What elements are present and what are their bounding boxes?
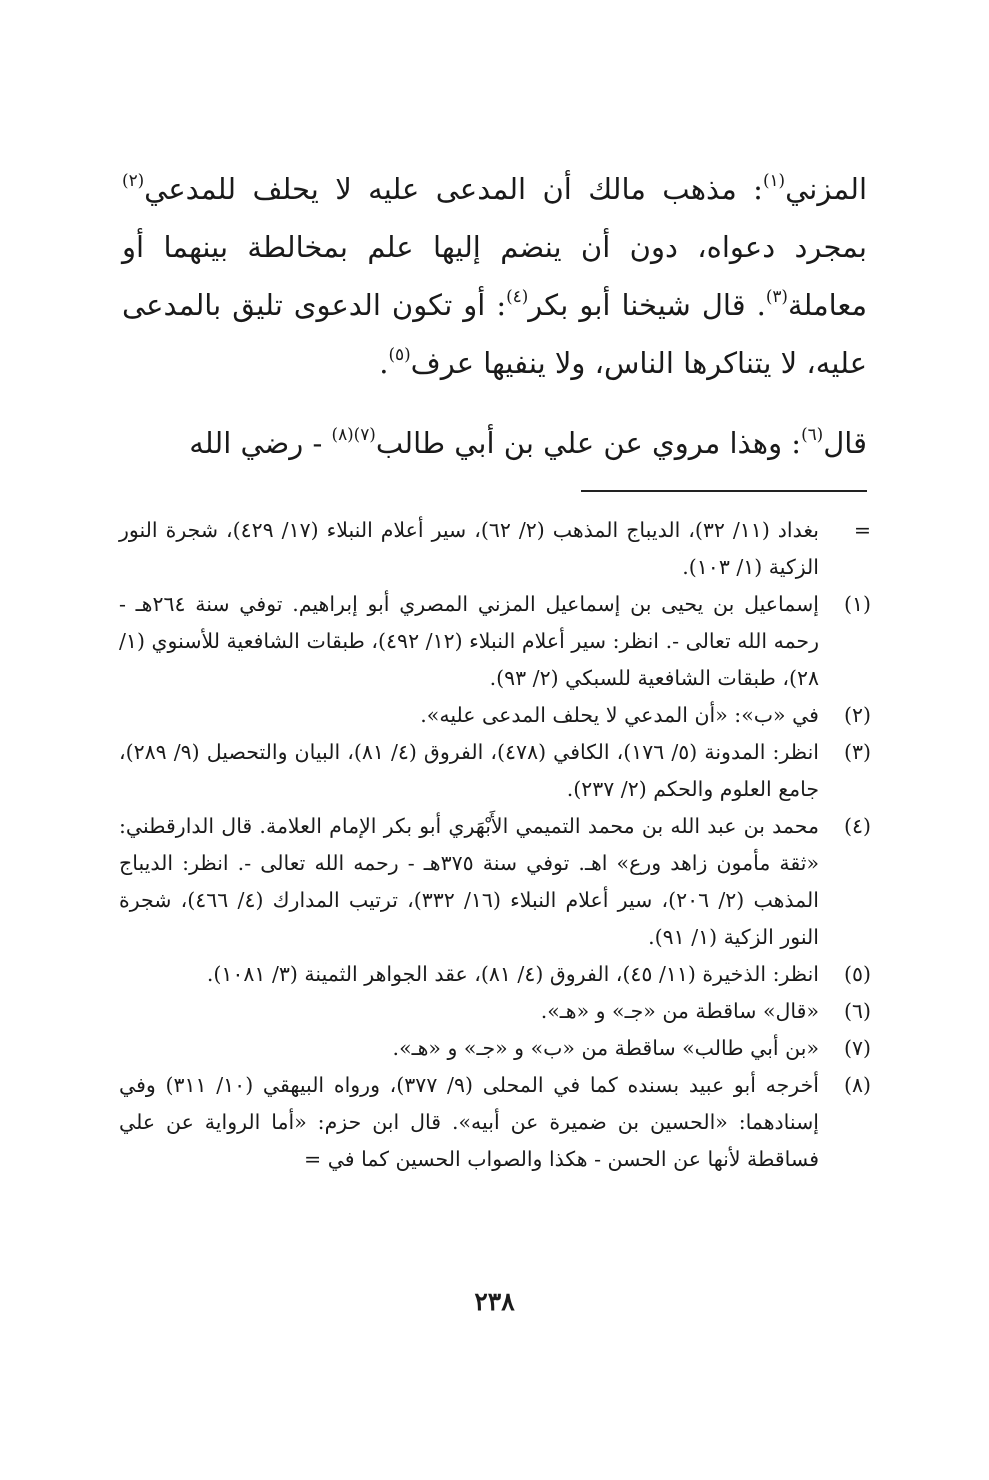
footnote-ref-7-8[interactable]: (٧)(٨) [331,423,376,444]
footnote-text: بغداد (١١/ ٣٢)، الديباج المذهب (٢/ ٦٢)، سير أعلام النبلاء (١٧/ ٤٢٩)، شجرة النور الزكية (١/ ١٠٣). [119,518,819,579]
footnote-continued [119,512,871,586]
footnote-text: أخرجه أبو عبيد بسنده كما في المحلى (٩/ ٣٧٧)، ورواه البيهقي (١٠/ ٣١١) وفي إسنادهما: «الحسين بن ضميرة عن أبيه». قال ابن حزم: «أما الرواية عن علي فساقطة لأنها عن الحسن - هكذا والصواب الحسين كما في = [119,1073,819,1171]
text-run: المزني [785,172,867,206]
footnote-ref-2[interactable]: (٢) [122,169,145,190]
footnote-ref-4[interactable]: (٤) [506,285,529,306]
main-text [122,160,867,472]
footnote-7 [119,1030,871,1067]
footnote-3 [119,734,871,808]
footnote-ref-3[interactable]: (٣) [765,285,788,306]
footnote-text: محمد بن عبد الله بن محمد التميمي الأَبْهَري أبو بكر الإمام العلامة. قال الدارقطني: «ثقة مأمون زاهد ورع» اهـ. توفي سنة ٣٧٥هـ - رحمه الله تعالى -. انظر: الديباج المذهب (٢/ ٢٠٦)، سير أعلام النبلاء (١٦/ ٣٣٢)، ترتيب المدارك (٤/ ٤٦٦)، شجرة النور الزكية (١/ ٩١). [119,814,819,949]
footnote-separator [581,490,867,492]
footnote-4 [119,808,871,956]
footnote-number: = [853,518,871,542]
footnote-number: (٣) [843,740,871,764]
footnote-number: (٤) [843,814,871,838]
footnote-text: في «ب»: «أن المدعي لا يحلف المدعى عليه». [420,703,819,727]
footnote-8 [119,1067,871,1178]
footnote-number: (٢) [843,703,871,727]
footnote-ref-6[interactable]: (٦) [801,423,824,444]
footnote-number: (١) [843,592,871,616]
main-paragraph-2 [122,414,867,472]
text-run: : وهذا مروي عن علي بن أبي طالب [375,426,802,460]
text-run: بمجرد دعواه، دون أن ينضم إليها علم بمخالطة بينهما أو معاملة [122,230,868,322]
footnote-6 [119,993,871,1030]
footnote-ref-1[interactable]: (١) [762,169,786,190]
text-run: - رضي الله [189,426,332,460]
footnote-number: (٥) [843,962,871,986]
footnote-number: (٨) [843,1073,871,1097]
footnote-text: انظر: الذخيرة (١١/ ٤٥)، الفروق (٤/ ٨١)، عقد الجواهر الثمينة (٣/ ١٠٨١). [206,962,819,986]
footnote-ref-5[interactable]: (٥) [388,343,411,364]
footnote-text: «قال» ساقطة من «جـ» و «هـ». [540,999,819,1023]
text-run: . [379,346,389,380]
footnote-1 [119,586,871,697]
footnote-number: (٧) [843,1036,871,1060]
footnote-2 [119,697,871,734]
footnote-number: (٦) [843,999,871,1023]
text-run: قال [823,426,867,460]
footnote-text: انظر: المدونة (٥/ ١٧٦)، الكافي (٤٧٨)، الفروق (٤/ ٨١)، البيان والتحصيل (٩/ ٢٨٩)، جامع العلوم والحكم (٢/ ٢٣٧). [119,740,819,801]
main-paragraph-1 [122,160,867,392]
text-run: . قال شيخنا أبو بكر [528,288,766,322]
page-number: ٢٣٨ [474,1287,515,1316]
footnotes [119,512,871,1178]
footnote-5 [119,956,871,993]
footnote-text: «بن أبي طالب» ساقطة من «ب» و «جـ» و «هـ». [392,1036,819,1060]
text-run: : أو تكون الدعوى تليق بالمدعى عليه، لا يتناكرها الناس، ولا ينفيها عرف [122,288,867,380]
footnote-text: إسماعيل بن يحيى بن إسماعيل المزني المصري أبو إبراهيم. توفي سنة ٢٦٤هـ - رحمه الله تعالى -. انظر: سير أعلام النبلاء (١٢/ ٤٩٢)، طبقات الشافعية للأسنوي (١/ ٢٨)، طبقات الشافعية للسبكي (٢/ ٩٣). [119,592,819,690]
text-run: : مذهب مالك أن المدعى عليه لا يحلف للمدعي [144,172,763,206]
